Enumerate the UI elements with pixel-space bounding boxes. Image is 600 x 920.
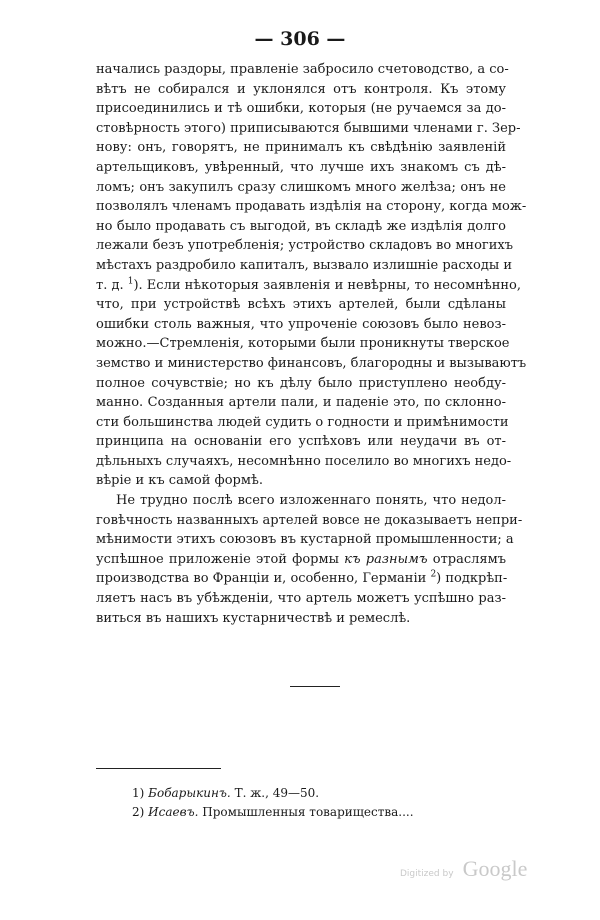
text-line: можно.—Стремленія, которыми были проникнуты тверское — [96, 336, 510, 352]
text-line-with-emphasis — [96, 550, 506, 570]
text-line: но было продавать съ выгодой, въ складѣ же издѣлія долго — [96, 218, 506, 234]
text-line: лежали безъ употребленія; устройство складовъ во многихъ — [96, 238, 514, 254]
text-line: начались раздоры, правленіе забросило счетоводство, а со- — [96, 62, 509, 77]
footnotes — [132, 784, 512, 822]
text-line: дѣльныхъ случаяхъ, несомнѣнно поселило во многихъ недо- — [96, 453, 512, 469]
text-fragment: отраслямъ — [432, 551, 506, 567]
footnote-ref-1[interactable]: 1 — [127, 276, 134, 287]
footnote-1 — [132, 784, 512, 803]
footnote-ref-2[interactable]: 2 — [430, 570, 437, 581]
text-line: что, при устройствѣ всѣхъ этихъ артелей, были сдѣланы — [96, 297, 506, 313]
text-line: принципа на основаніи его успѣховъ или неудачи въ от- — [96, 434, 506, 450]
paragraph-2 — [96, 491, 523, 628]
text-line: присоединились и тѣ ошибки, которыя (не ручаемся за до- — [96, 101, 506, 117]
footnote-author: Бобарыкинъ. — [148, 786, 231, 800]
text-line: ляетъ насъ въ убѣжденіи, что артель можетъ успѣшно раз- — [96, 591, 506, 607]
text-line: земство и министерство финансовъ, благородны и вызываютъ — [96, 355, 527, 371]
text-line: мѣнимости этихъ союзовъ въ кустарной промышленности; а — [96, 532, 514, 548]
footnote-text: Промышленныя товарищества.... — [202, 805, 414, 819]
digitization-watermark — [400, 856, 527, 882]
text-line: позволялъ членамъ продавать издѣлія на сторону, когда мож- — [96, 199, 527, 215]
footnote-2 — [132, 803, 512, 822]
footnote-number: 1) — [132, 786, 145, 800]
text-line: вѣтъ не собирался и уклонялся отъ контроля. Къ этому — [96, 81, 506, 97]
text-fragment: производства во Франціи и, особенно, Германіи — [96, 571, 427, 587]
paragraph-1 — [96, 60, 527, 491]
text-line: ошибки столь важныя, что упроченіе союзовъ было невоз- — [96, 316, 506, 332]
text-fragment: т. д. — [96, 277, 124, 293]
text-line: артельщиковъ, увѣренный, что лучше ихъ знакомъ съ дѣ- — [96, 159, 506, 175]
watermark-caption: Digitized by — [400, 869, 454, 879]
text-fragment: ) подкрѣп- — [436, 571, 508, 587]
text-line: виться въ нашихъ кустарничествѣ и ремеслѣ. — [96, 610, 411, 626]
text-line: вѣріе и къ самой формѣ. — [96, 473, 263, 489]
body-text — [96, 60, 527, 628]
emphasized-text: къ разнымъ — [344, 551, 428, 567]
text-line: мѣстахъ раздробило капиталъ, вызвало излишніе расходы и — [96, 257, 512, 273]
text-fragment: . Если нѣкоторыя заявленія и невѣрны, то несомнѣнно, — [138, 277, 522, 293]
text-fragment: успѣшное приложеніе этой формы — [96, 551, 339, 567]
text-line: Не трудно послѣ всего изложеннаго понять, что недол- — [116, 493, 506, 509]
text-line: полное сочувствіе; но къ дѣлу было приступлено необду- — [96, 375, 506, 391]
text-line: ломъ; онъ закупилъ сразу слишкомъ много желѣза; онъ не — [96, 179, 506, 195]
text-line: манно. Созданныя артели пали, и паденіе это, по склонно- — [96, 395, 506, 411]
footnote-author: Исаевъ. — [148, 805, 199, 819]
text-line: стовѣрность этого) приписываются бывшими членами г. Зер- — [96, 120, 521, 136]
google-logo: Google — [462, 856, 528, 881]
section-separator — [290, 686, 340, 687]
text-line-with-footnote — [96, 569, 506, 589]
footnote-text: Т. ж., 49—50. — [234, 786, 320, 800]
footnote-number: 2) — [132, 805, 145, 819]
text-line: сти большинства людей судить о годности и примѣнимости — [96, 414, 509, 430]
text-line-with-footnote: т. д. $^1$). Если нѣкоторыя заявленія и невѣрны, то несомнѣнно, — [96, 276, 522, 293]
text-line: нову: онъ, говорятъ, не принималъ къ свѣдѣнію заявленій — [96, 140, 506, 156]
page-number: — 306 — — [254, 28, 346, 50]
text-line: говѣчность названныхъ артелей вовсе не доказываетъ непри- — [96, 512, 523, 528]
footnote-rule — [96, 768, 221, 769]
